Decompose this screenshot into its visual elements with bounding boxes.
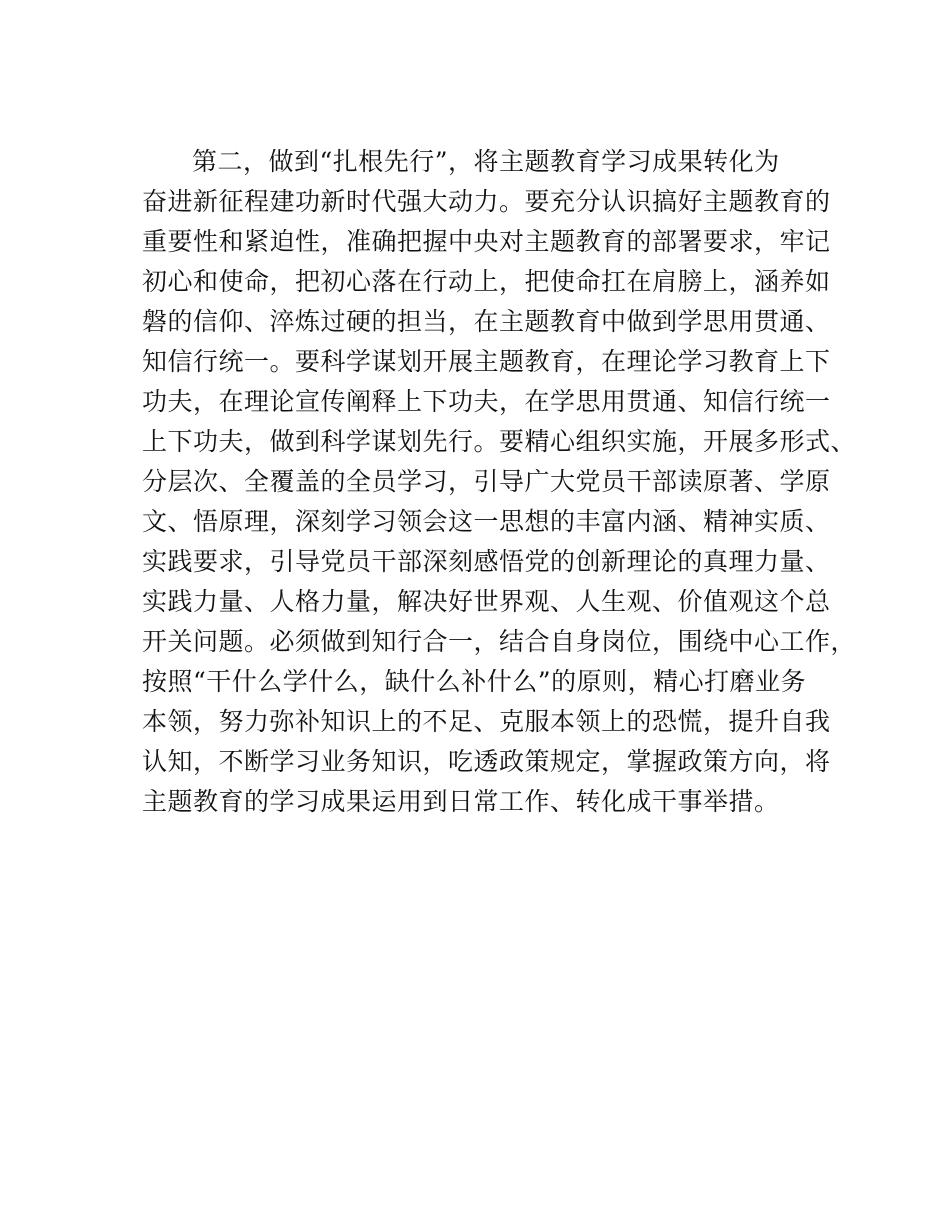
paragraph-line: 实践力量、人格力量，解决好世界观、人生观、价值观这个总	[142, 587, 831, 616]
paragraph-line: 按照“干什么学什么，缺什么补什么”的原则，精心打磨业务	[142, 667, 807, 696]
paragraph-line: 文、悟原理，深刻学习领会这一思想的丰富内涵、精神实质、	[142, 507, 831, 536]
paragraph-line: 奋进新征程建功新时代强大动力。要充分认识搞好主题教育的	[142, 187, 831, 216]
paragraph-line: 本领，努力弥补知识上的不足、克服本领上的恐慌，提升自我	[142, 707, 831, 736]
paragraph-line: 第二，做到“扎根先行”，将主题教育学习成果转化为	[192, 147, 780, 176]
paragraph-line: 功夫，在理论宣传阐释上下功夫，在学思用贯通、知信行统一	[142, 387, 831, 416]
paragraph-line: 分层次、全覆盖的全员学习，引导广大党员干部读原著、学原	[142, 467, 831, 496]
paragraph-line: 认知，不断学习业务知识，吃透政策规定，掌握政策方向，将	[142, 747, 831, 776]
paragraph-line: 上下功夫，做到科学谋划先行。要精心组织实施，开展多形式、	[142, 427, 857, 456]
paragraph-line: 磐的信仰、淬炼过硬的担当，在主题教育中做到学思用贯通、	[142, 307, 831, 336]
paragraph-line: 重要性和紧迫性，准确把握中央对主题教育的部署要求，牢记	[142, 227, 831, 256]
paragraph-line: 主题教育的学习成果运用到日常工作、转化成干事举措。	[142, 787, 780, 816]
paragraph-line: 知信行统一。要科学谋划开展主题教育，在理论学习教育上下	[142, 347, 831, 376]
paragraph-line: 开关问题。必须做到知行合一，结合自身岗位，围绕中心工作，	[142, 627, 857, 656]
paragraph-line: 初心和使命，把初心落在行动上，把使命扛在肩膀上，涵养如	[142, 267, 831, 296]
body-paragraph	[142, 142, 857, 822]
paragraph-line: 实践要求，引导党员干部深刻感悟党的创新理论的真理力量、	[142, 547, 831, 576]
